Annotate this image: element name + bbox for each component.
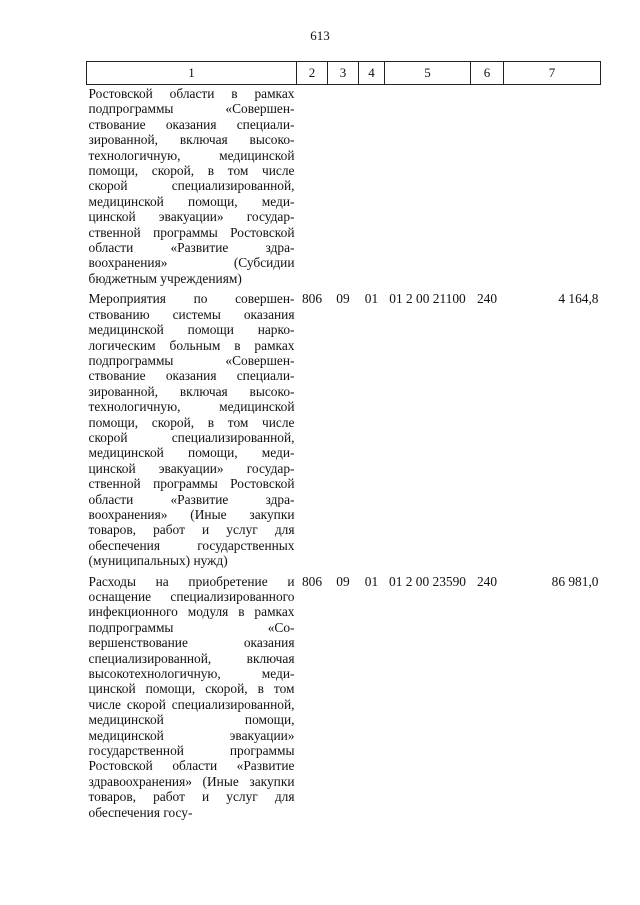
row-target-article (385, 85, 471, 287)
header-col-4: 4 (359, 62, 385, 85)
header-col-5: 5 (385, 62, 471, 85)
row-expense-type: 240 (476, 573, 498, 589)
header-col-2: 2 (297, 62, 328, 85)
table-row (87, 85, 601, 287)
table-header (87, 62, 601, 85)
row-section-code (328, 85, 359, 287)
header-row (87, 62, 601, 85)
row-section-code: 09 (336, 573, 350, 589)
row-amount: 4 164,8 (558, 291, 599, 307)
header-col-1: 1 (87, 62, 297, 85)
row-amount (504, 85, 601, 287)
row-subsection-code: 01 (364, 291, 379, 307)
row-subsection-code: 01 (364, 573, 379, 589)
table-row (87, 286, 601, 568)
row-expense-type: 240 (476, 291, 498, 307)
row-target-article: 01 2 00 21100 (389, 291, 466, 307)
table-body (87, 85, 601, 821)
row-description: Расходы на приобретение и оснащение специализированного инфекционного модуля в рамках подпрограммы «Совершенствование оказания специализированной, включая высокотехнологичную, медицинской помощи, скорой, в том числе скорой специализированной, медицинской помощи, медицинской эвакуации» государственной программы Ростовской области «Развитие здравоохранения» (Иные закупки товаров, работ и услуг для обеспечения госу- (88, 573, 295, 820)
budget-table (86, 61, 601, 820)
row-section-code: 09 (336, 291, 350, 307)
row-ministry-code (297, 85, 328, 287)
row-description: Ростовской области в рамках подпрограммы «Совершенствование оказания специализированной, включая высокотехнологичную, медицинской помощи, скорой, в том числе скорой специализированной, медицинской помощи, медицинской эвакуации» государственной программы Ростовской области «Развитие здравоохранения» (Субсидии бюджетным учреждениям) (88, 86, 295, 286)
header-col-7: 7 (504, 62, 601, 85)
header-col-3: 3 (328, 62, 359, 85)
row-target-article: 01 2 00 23590 (389, 573, 466, 589)
row-ministry-code: 806 (301, 573, 323, 589)
header-col-6: 6 (471, 62, 504, 85)
table-row (87, 569, 601, 821)
page-number: 613 (310, 28, 330, 43)
row-ministry-code: 806 (301, 291, 323, 307)
row-description: Мероприятия по совершенствованию системы оказания медицинской помощи наркологическим больным в рамках подпрограммы «Совершенствование оказания специализированной, включая высокотехнологичную, медицинской помощи, скорой, в том числе скорой специализированной, медицинской помощи, медицинской эвакуации» государственной программы Ростовской области «Развитие здравоохранения» (Иные закупки товаров, работ и услуг для обеспечения государственных (муниципальных) нужд) (88, 291, 295, 569)
row-amount: 86 981,0 (551, 573, 599, 589)
row-subsection-code (359, 85, 385, 287)
row-expense-type (471, 85, 504, 287)
